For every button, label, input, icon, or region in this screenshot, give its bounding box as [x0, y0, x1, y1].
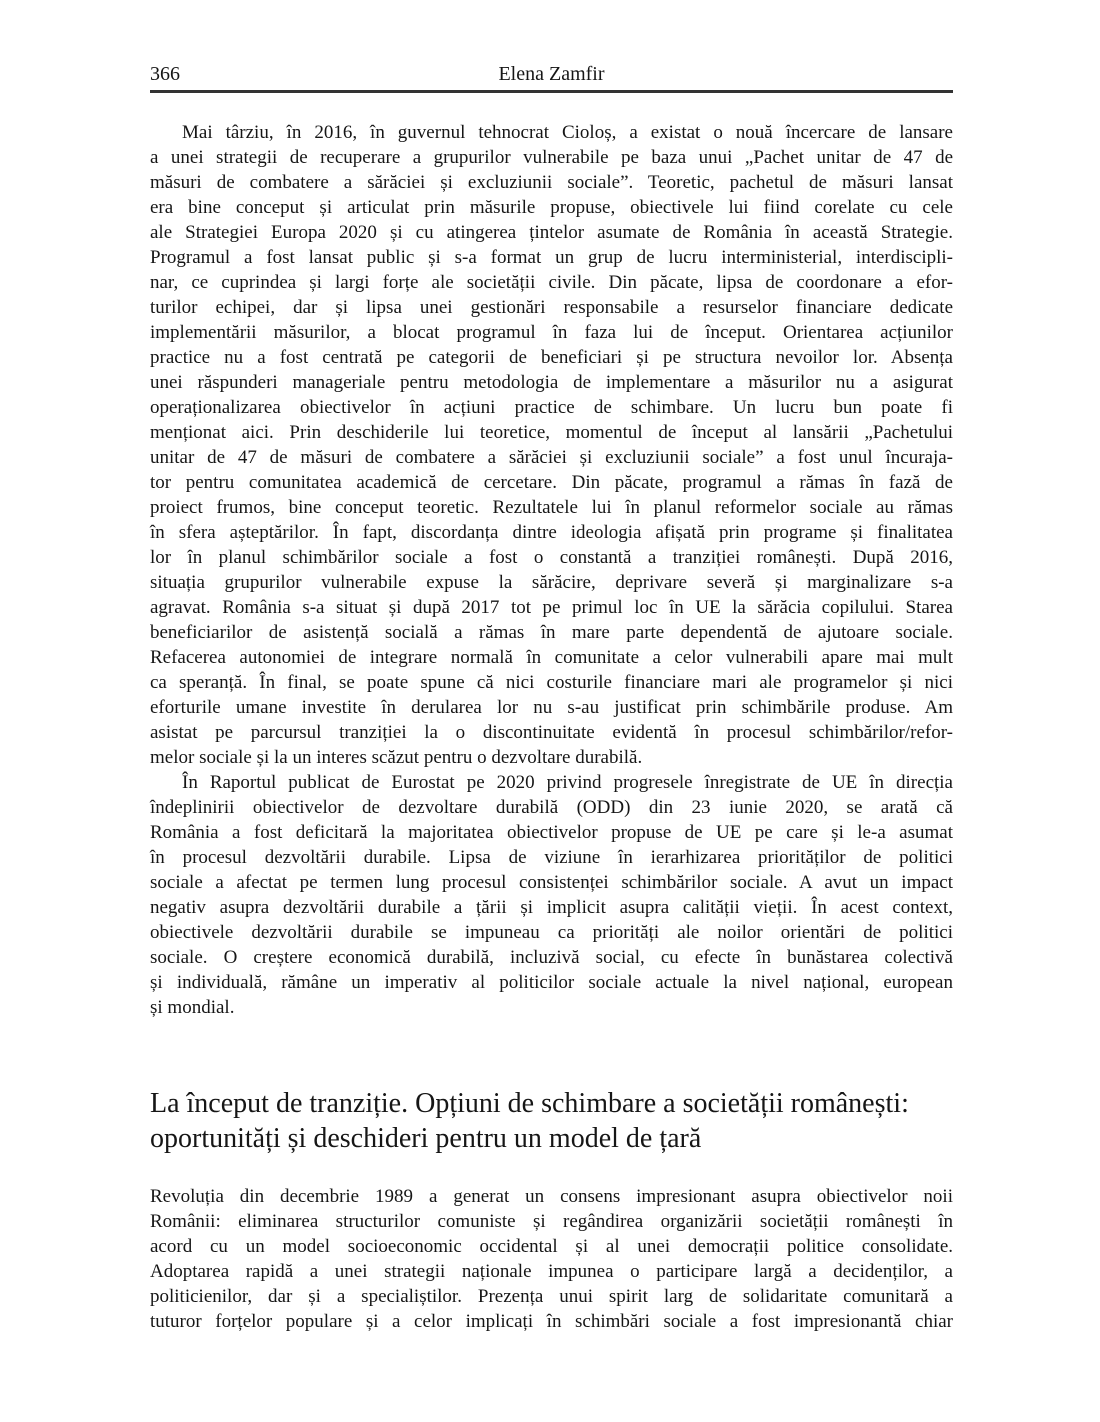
text-line: eforturile umane investite în derularea lor nu s-au justificat prin schimbările produse. Am — [150, 697, 953, 718]
text-line: tor pentru comunitatea academică de cercetare. Din păcate, programul a rămas în fază de — [150, 472, 953, 493]
text-line: măsuri de combatere a sărăciei și excluziunii sociale”. Teoretic, pachetul de măsuri lansat — [150, 172, 953, 193]
text-line: negativ asupra dezvoltării durabile a țării și implicit asupra calității vieții. În acest context, — [150, 897, 953, 918]
paragraph-3 — [150, 1184, 953, 1334]
text-line: lor în planul schimbărilor sociale a fost o constantă a tranziției românești. După 2016, — [150, 547, 953, 568]
text-line: unei răspunderi manageriale pentru metodologia de implementare a măsurilor nu a asigurat — [150, 372, 953, 393]
page-number: 366 — [150, 63, 180, 85]
text-line: În Raportul publicat de Eurostat pe 2020 privind progresele înregistrate de UE în direcția — [182, 772, 953, 793]
heading-line: La început de tranziție. Opțiuni de schimbare a societății românești: — [150, 1088, 909, 1119]
text-line: ale Strategiei Europa 2020 și cu atingerea țintelor asumate de România în această Strategie. — [150, 222, 953, 243]
text-line: era bine conceput și articulat prin măsurile propuse, obiectivele lui fiind corelate cu cele — [150, 197, 953, 218]
text-line: beneficiarilor de asistență socială a rămas în mare parte dependentă de ajutoare sociale. — [150, 622, 953, 643]
text-line: și individuală, rămâne un imperativ al politicilor sociale actuale la nivel național, european — [150, 972, 953, 993]
text-line: Refacerea autonomiei de integrare normală în comunitate a celor vulnerabili apare mai mult — [150, 647, 953, 668]
text-line: agravat. România s-a situat și după 2017 tot pe primul loc în UE la sărăcia copilului. Starea — [150, 597, 953, 618]
paragraph-1 — [150, 120, 953, 770]
text-line: nar, ce cuprindea și largi forțe ale societății civile. Din păcate, lipsa de coordonare a efor- — [150, 272, 953, 293]
text-line: tuturor forțelor populare și a celor implicați în schimbări sociale a fost impresionantă chiar — [150, 1311, 953, 1332]
text-line: situația grupurilor vulnerabile expuse la sărăcire, deprivare severă și marginalizare s-a — [150, 572, 953, 593]
text-line: obiectivele dezvoltării durabile se impuneau ca priorități ale noilor orientări de politici — [150, 922, 953, 943]
text-line: ca speranță. În final, se poate spune că nici costurile financiare mari ale programelor și nici — [150, 672, 953, 693]
text-line: și mondial. — [150, 997, 235, 1018]
text-line: operaționalizarea obiectivelor în acțiuni practice de schimbare. Un lucru bun poate fi — [150, 397, 953, 418]
page-body — [150, 120, 953, 1334]
text-line: Mai târziu, în 2016, în guvernul tehnocrat Cioloș, a existat o nouă încercare de lansare — [182, 122, 953, 143]
text-line: în procesul dezvoltării durabile. Lipsa de viziune în ierarhizarea priorităților de politici — [150, 847, 953, 868]
text-line: în sfera așteptărilor. În fapt, discordanța dintre ideologia afișată prin programe și finalitatea — [150, 522, 953, 543]
text-line: turilor echipei, dar și lipsa unei gestionări responsabile a resurselor financiare dedicate — [150, 297, 953, 318]
running-title: Elena Zamfir — [498, 63, 605, 85]
text-line: menționat aici. Prin deschiderile lui teoretice, momentul de început al lansării „Pachetului — [150, 422, 953, 443]
text-line: implementării măsurilor, a blocat programul în faza lui de început. Orientarea acțiunilor — [150, 322, 953, 343]
text-line: politicienilor, dar și a specialiștilor. Prezența unui spirit larg de solidaritate comunitară a — [150, 1286, 953, 1307]
text-line: Revoluția din decembrie 1989 a generat un consens impresionant asupra obiectivelor noii — [150, 1186, 953, 1207]
paragraph-2 — [150, 770, 953, 1020]
text-line: Românii: eliminarea structurilor comuniste și regândirea organizării societății românești în — [150, 1211, 953, 1232]
text-line: asistat pe parcursul tranziției la o discontinuitate evidentă în procesul schimbărilor/refor- — [150, 722, 953, 743]
text-line: a unei strategii de recuperare a grupurilor vulnerabile pe baza unui „Pachet unitar de 47 de — [150, 147, 953, 168]
page-header — [150, 62, 953, 86]
text-line: acord cu un model socioeconomic occidental și al unei democrații politice consolidate. — [150, 1236, 953, 1257]
text-line: sociale. O creștere economică durabilă, incluzivă social, cu efecte în bunăstarea colectivă — [150, 947, 953, 968]
text-line: practice nu a fost centrată pe categorii de beneficiari și pe structura nevoilor lor. Absența — [150, 347, 953, 368]
text-line: Programul a fost lansat public și s-a format un grup de lucru interministerial, interdiscipli- — [150, 247, 953, 268]
text-line: unitar de 47 de măsuri de combatere a sărăciei și excluziunii sociale” a fost unul încuraja- — [150, 447, 953, 468]
section-heading — [150, 1086, 953, 1156]
heading-line: oportunități și deschideri pentru un model de țară — [150, 1123, 702, 1154]
text-line: melor sociale și la un interes scăzut pentru o dezvoltare durabilă. — [150, 747, 643, 768]
text-line: îndeplinirii obiectivelor de dezvoltare durabilă (ODD) din 23 iunie 2020, se arată că — [150, 797, 953, 818]
header-rule — [150, 90, 953, 93]
text-line: Adoptarea rapidă a unei strategii naționale impunea o participare largă a decidenților, a — [150, 1261, 953, 1282]
text-line: România a fost deficitară la majoritatea obiectivelor propuse de UE pe care și le-a asumat — [150, 822, 953, 843]
text-line: sociale a afectat pe termen lung procesul consistenței schimbărilor sociale. A avut un impact — [150, 872, 953, 893]
text-line: proiect frumos, bine conceput teoretic. Rezultatele lui în planul reformelor sociale au rămas — [150, 497, 953, 518]
